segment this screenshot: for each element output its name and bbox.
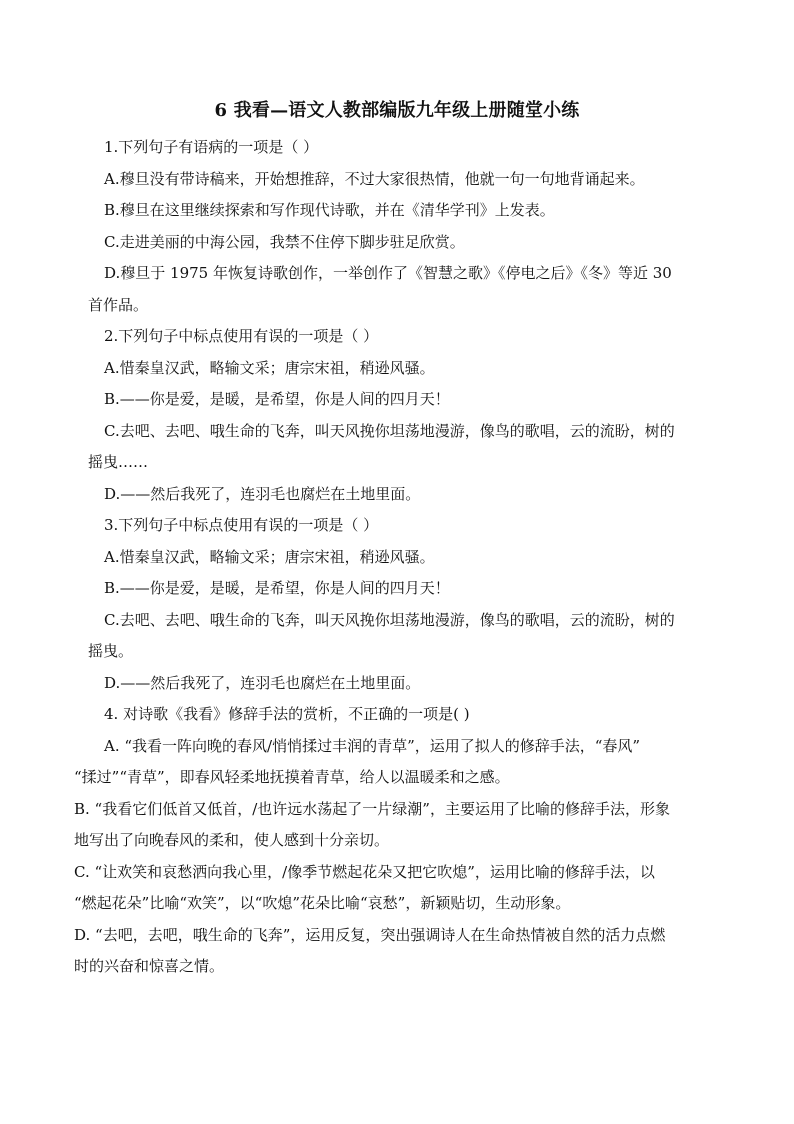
question-4-option-d-line2: 时的兴奋和惊喜之情。	[74, 957, 225, 975]
question-4-option-d-line1: D. “去吧，去吧，哦生命的飞奔”，运用反复，突出强调诗人在生命热情被自然的活力点燃	[74, 925, 666, 944]
question-2-option-c-line1: C.去吧、去吧、哦生命的飞奔，叫天风挽你坦荡地漫游，像鸟的歌唱，云的流盼，树的	[104, 421, 675, 440]
question-2-stem: 2.下列句子中标点使用有误的一项是（ ）	[104, 327, 379, 345]
question-3-stem: 3.下列句子中标点使用有误的一项是（ ）	[104, 516, 379, 534]
question-1-option-b: B.穆旦在这里继续探索和写作现代诗歌，并在《清华学刊》上发表。	[104, 201, 555, 219]
question-4-option-a-line2: “揉过”“青草”，即春风轻柔地抚摸着青草，给人以温暖柔和之感。	[74, 768, 510, 786]
question-content	[74, 132, 724, 983]
question-4-option-b-line1: B. “我看它们低首又低首，/也许远水荡起了一片绿潮”，主要运用了比喻的修辞手法，形象	[74, 799, 670, 818]
question-3-option-c-line1: C.去吧、去吧、哦生命的飞奔，叫天风挽你坦荡地漫游，像鸟的歌唱，云的流盼，树的	[104, 610, 675, 629]
question-3-option-a: A.惜秦皇汉武，略输文采；唐宗宋祖，稍逊风骚。	[104, 547, 435, 566]
question-2-option-d: D.——然后我死了，连羽毛也腐烂在土地里面。	[104, 484, 421, 503]
question-3-option-b: B.——你是爱，是暖，是希望，你是人间的四月天！	[104, 579, 450, 597]
question-2-option-c-line2: 摇曳……	[88, 453, 149, 471]
question-4-option-c-line2: “燃起花朵”比喻“欢笑”，以“吹熄”花朵比喻“哀愁”，新颖贴切，生动形象。	[74, 894, 571, 912]
question-1-stem: 1.下列句子有语病的一项是（ ）	[104, 138, 319, 156]
question-4-option-a-line1: A. “我看一阵向晚的春风/悄悄揉过丰润的青草”，运用了拟人的修辞手法，“春风”	[104, 736, 641, 755]
question-1-option-a: A.穆旦没有带诗稿来，开始想推辞，不过大家很热情，他就一句一句地背诵起来。	[104, 169, 645, 188]
question-1-option-d-line1: D.穆旦于 1975 年恢复诗歌创作，一举创作了《智慧之歌》《停电之后》《冬》等近 30	[104, 264, 672, 282]
question-2-option-b: B.——你是爱，是暖，是希望，你是人间的四月天！	[104, 390, 450, 408]
question-1-option-d-line2: 首作品。	[88, 295, 149, 314]
question-3-option-d: D.——然后我死了，连羽毛也腐烂在土地里面。	[104, 673, 421, 692]
question-4-option-b-line2: 地写出了向晚春风的柔和，使人感到十分亲切。	[74, 831, 390, 849]
question-4-stem: 4. 对诗歌《我看》修辞手法的赏析，不正确的一项是( )	[104, 705, 470, 723]
question-2-option-a: A.惜秦皇汉武，略输文采；唐宗宋祖，稍逊风骚。	[104, 358, 435, 377]
question-4-option-c-line1: C. “让欢笑和哀愁洒向我心里，/像季节燃起花朵又把它吹熄”，运用比喻的修辞手法，以	[74, 862, 655, 881]
question-3-option-c-line2: 摇曳。	[88, 642, 134, 660]
question-1-option-c: C.走进美丽的中海公园，我禁不住停下脚步驻足欣赏。	[104, 232, 465, 251]
page-title: 6 我看—语文人教部编版九年级上册随堂小练	[214, 100, 580, 121]
